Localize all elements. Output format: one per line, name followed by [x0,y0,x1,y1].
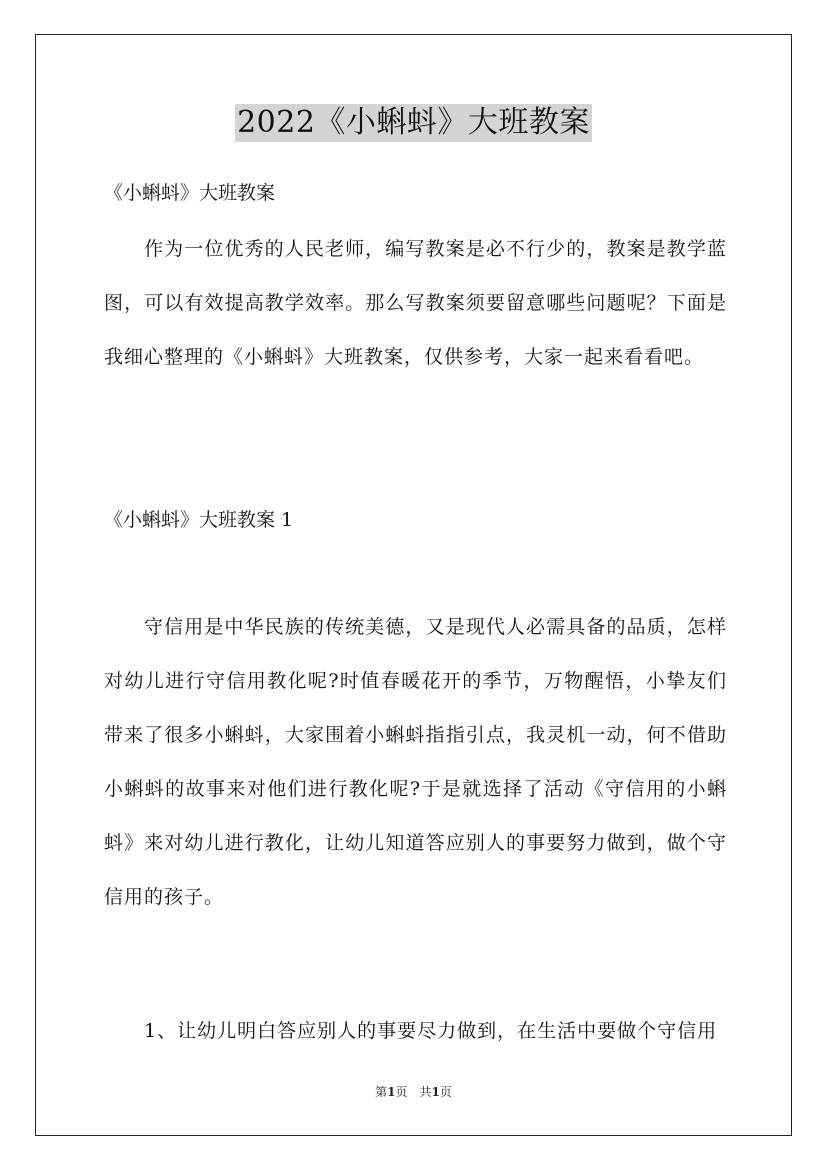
footer-total-pages: 1 [431,1085,440,1099]
section-heading: 《小蝌蚪》大班教案 1 [104,509,294,531]
section-paragraph: 守信用是中华民族的传统美德，又是现代人必需具备的品质，怎样对幼儿进行守信用教化呢?时值春暖花开的季节，万物醒悟，小挚友们带来了很多小蝌蚪，大家围着小蝌蚪指指引点，我灵机一动，何不借助小蝌蚪的故事来对他们进行教化呢?于是就选择了活动《守信用的小蝌蚪》来对幼儿进行教化，让幼儿知道答应别人的事要努力做到，做个守信用的孩子。 [104,616,727,908]
footer-current-page: 1 [387,1085,396,1099]
intro-paragraph: 作为一位优秀的人民老师，编写教案是必不行少的，教案是教学蓝图，可以有效提高教学效率。那么写教案须要留意哪些问题呢？下面是我细心整理的《小蝌蚪》大班教案，仅供参考，大家一起来看看吧。 [104,238,727,368]
footer-middle: 页 共 [395,1085,432,1099]
subheading: 《小蝌蚪》大班教案 [104,182,276,204]
footer-suffix: 页 [439,1085,452,1099]
title-container [0,104,827,142]
page-footer [0,1083,827,1100]
goal-item-1: 1、让幼儿明白答应别人的事要尽力做到，在生活中要做个守信用 [144,1020,718,1042]
document-title: 2022《小蝌蚪》大班教案 [237,105,590,140]
footer-prefix: 第 [375,1085,388,1099]
